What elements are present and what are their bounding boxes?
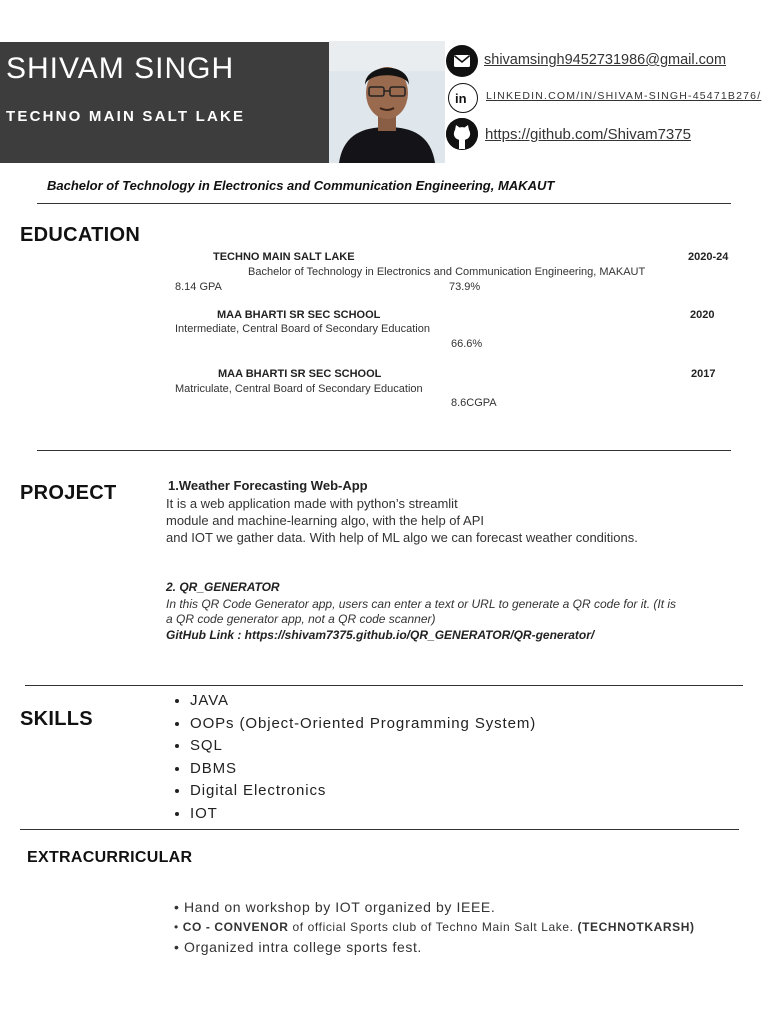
github-link[interactable]: https://github.com/Shivam7375	[485, 126, 691, 143]
email-link[interactable]: shivamsingh9452731986@gmail.com	[484, 52, 727, 68]
project-description: It is a web application made with python’s streamlit	[166, 496, 458, 511]
education-course: Bachelor of Technology in Electronics and Communication Engineering, MAKAUT	[248, 266, 646, 278]
project-description: a QR code generator app, not a QR code scanner)	[166, 612, 436, 626]
college-name: TECHNO MAIN SALT LAKE	[6, 108, 246, 125]
skills-heading: SKILLS	[20, 708, 93, 730]
project-github-link[interactable]: GitHub Link : https://shivam7375.github.io/QR_GENERATOR/QR-generator/	[166, 628, 595, 642]
education-heading: EDUCATION	[20, 224, 141, 246]
extracurricular-heading: EXTRACURRICULAR	[27, 849, 193, 866]
bullet: •	[174, 920, 183, 934]
project-heading: PROJECT	[20, 482, 117, 504]
linkedin-icon	[448, 83, 478, 113]
education-score: 8.6CGPA	[451, 397, 497, 409]
project-description: and IOT we gather data. With help of ML algo we can forecast weather conditions.	[166, 530, 638, 545]
skill-item: • JAVA	[190, 690, 536, 713]
project-description: module and machine-learning algo, with the help of API	[166, 513, 484, 528]
skills-list	[172, 690, 536, 826]
candidate-name: SHIVAM SINGH	[6, 52, 235, 85]
mail-icon	[446, 45, 478, 77]
education-institution: TECHNO MAIN SALT LAKE	[213, 251, 355, 263]
divider	[20, 829, 739, 830]
extracurricular-item	[174, 920, 695, 934]
profile-photo	[329, 41, 445, 163]
education-score: 73.9%	[449, 281, 481, 293]
svg-text:in: in	[455, 91, 467, 106]
education-course: Intermediate, Central Board of Secondary Education	[175, 323, 430, 335]
linkedin-link[interactable]: LINKEDIN.COM/IN/SHIVAM-SINGH-45471B276/	[486, 90, 762, 102]
skill-item: • DBMS	[190, 758, 536, 781]
role-description: of official Sports club of Techno Main Salt Lake.	[288, 920, 578, 934]
education-institution: MAA BHARTI SR SEC SCHOOL	[218, 368, 382, 380]
skill-item: • OOPs (Object-Oriented Programming System)	[190, 713, 536, 736]
skill-item: • Digital Electronics	[190, 780, 536, 803]
github-icon	[446, 118, 478, 150]
extracurricular-item: • Hand on workshop by IOT organized by IEEE.	[174, 899, 496, 915]
education-year: 2020-24	[688, 251, 729, 263]
degree-line: Bachelor of Technology in Electronics and Communication Engineering, MAKAUT	[47, 178, 555, 193]
education-year: 2017	[691, 368, 716, 380]
project-title: 1.Weather Forecasting Web-App	[168, 478, 368, 493]
divider	[37, 203, 731, 204]
role-label: CO - CONVENOR	[182, 920, 289, 934]
skill-item: • IOT	[190, 803, 536, 826]
education-institution: MAA BHARTI SR SEC SCHOOL	[217, 309, 381, 321]
extracurricular-item: • Organized intra college sports fest.	[174, 939, 422, 955]
divider	[25, 685, 743, 686]
divider	[37, 450, 731, 451]
education-score: 66.6%	[451, 338, 483, 350]
project-description: In this QR Code Generator app, users can enter a text or URL to generate a QR code for it. (It is	[166, 597, 677, 611]
education-year: 2020	[690, 309, 715, 321]
education-course: Matriculate, Central Board of Secondary Education	[175, 383, 423, 395]
skill-item: • SQL	[190, 735, 536, 758]
club-name: (TECHNOTKARSH)	[577, 920, 695, 934]
education-score: 8.14 GPA	[175, 281, 222, 293]
project-title: 2. QR_GENERATOR	[166, 580, 280, 594]
